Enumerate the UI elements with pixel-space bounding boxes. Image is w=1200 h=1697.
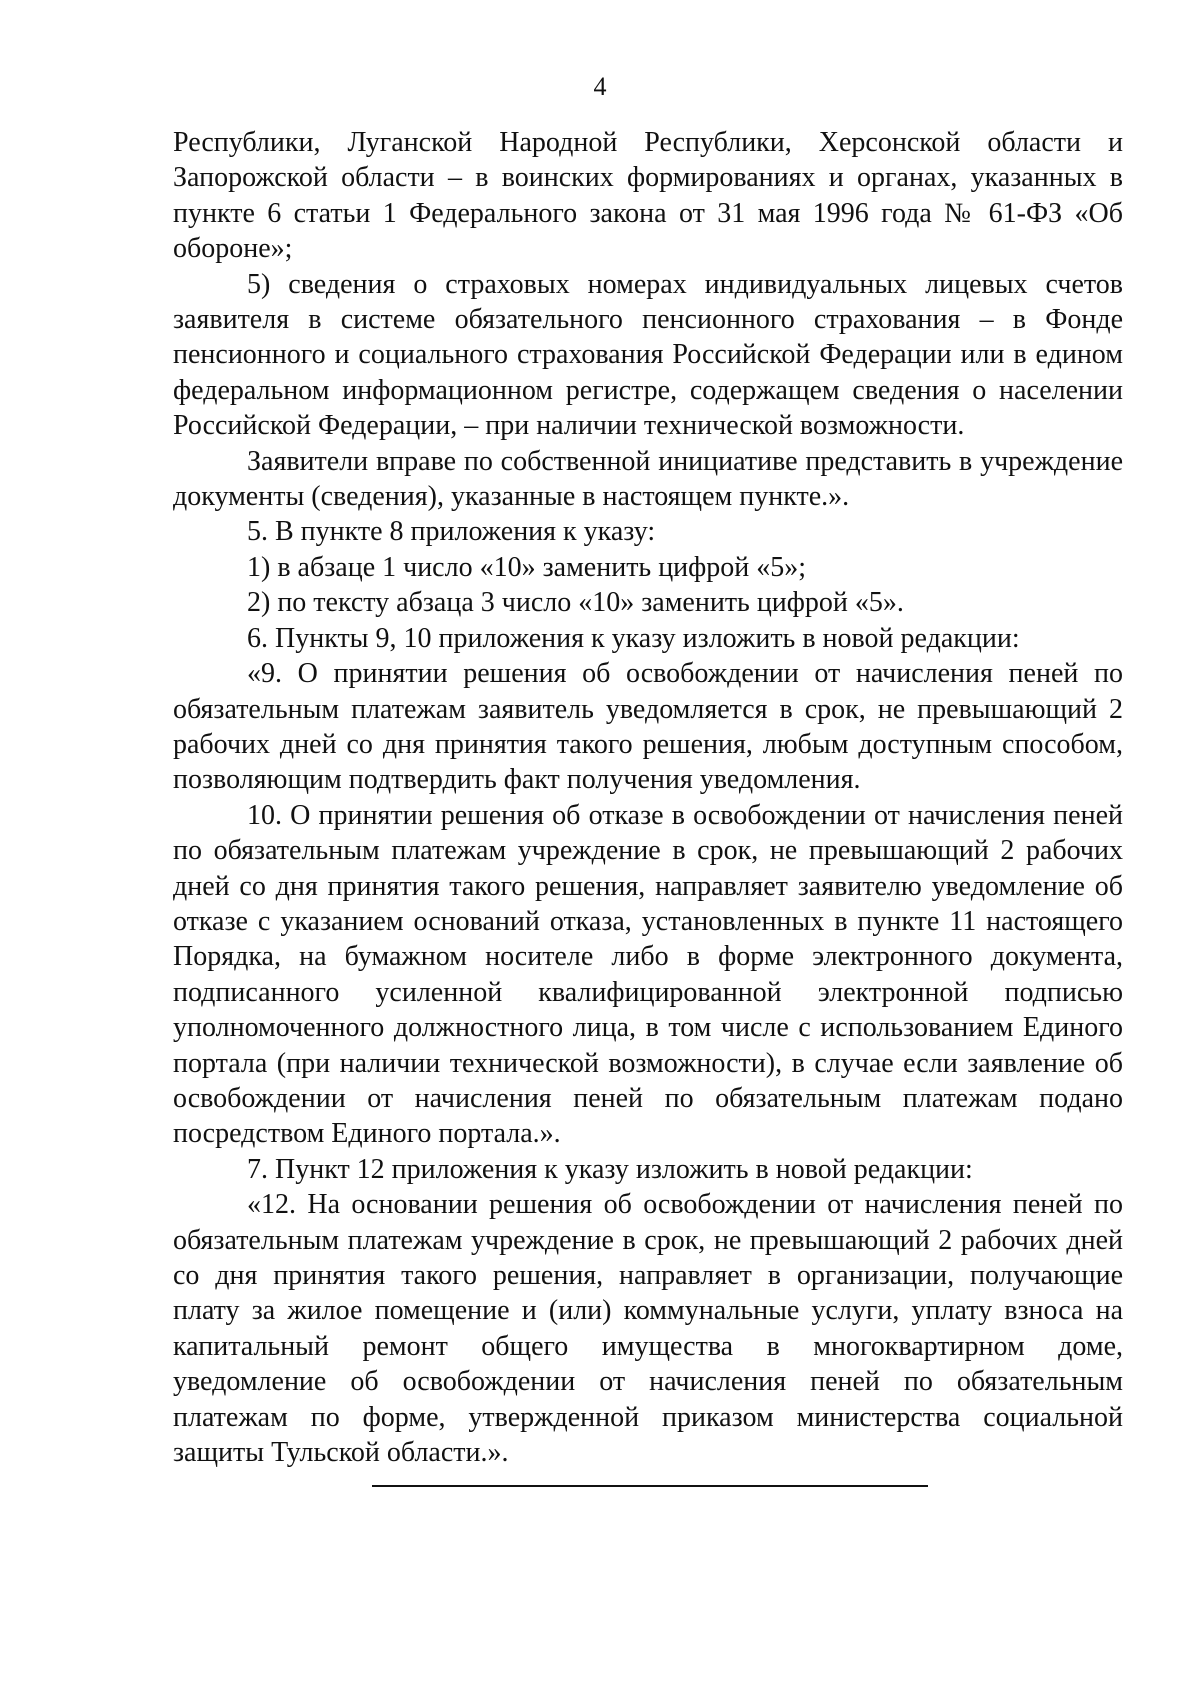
document-body [173, 125, 1123, 1470]
paragraph-clause-5: 5. В пункте 8 приложения к указу: [247, 516, 656, 548]
end-of-text-rule [372, 1485, 928, 1487]
paragraph-new-point-12: «12. На основании решения об освобождении от начисления пеней по обязательным платежам учреждение в срок, не превышающий 2 рабочих дней со дня принятия такого решения, направляет в организации, получающие плату за жилое помещение и (или) коммунальные услуги, уплату взноса на капитальный ремонт общего имущества в многоквартирном доме, уведомление об освобождении от начисления пеней по обязательным платежам по форме, утвержденной приказом министерства социальной защиты Тульской области.». [173, 1189, 1123, 1469]
paragraph-continuation: Республики, Луганской Народной Республики, Херсонской области и Запорожской области – в воинских формированиях и органах, указанных в пункте 6 статьи 1 Федерального закона от 31 мая 1996 года № 61-ФЗ «Об обороне»; [173, 127, 1123, 265]
paragraph-new-point-9: «9. О принятии решения об освобождении от начисления пеней по обязательным платежам заявитель уведомляется в срок, не превышающий 2 рабочих дней со дня принятия такого решения, любым доступным способом, позволяющим подтвердить факт получения уведомления. [173, 658, 1123, 796]
paragraph-item-5-snils: 5) сведения о страховых номерах индивидуальных лицевых счетов заявителя в системе обязательного пенсионного страхования – в Фонде пенсионного и социального страхования Российской Федерации или в едином федеральном информационном регистре, содержащем сведения о населении Российской Федерации, – при наличии технической возможности. [173, 268, 1123, 442]
paragraph-applicants-right: Заявители вправе по собственной инициативе представить в учреждение документы (сведения), указанные в настоящем пункте.». [173, 445, 1123, 513]
paragraph-clause-5-item-1: 1) в абзаце 1 число «10» заменить цифрой «5»; [247, 551, 807, 583]
paragraph-clause-5-item-2: 2) по тексту абзаца 3 число «10» заменить цифрой «5». [247, 587, 904, 619]
paragraph-clause-7: 7. Пункт 12 приложения к указу изложить в новой редакции: [247, 1153, 973, 1185]
paragraph-clause-6: 6. Пункты 9, 10 приложения к указу изложить в новой редакции: [247, 622, 1020, 654]
paragraph-new-point-10: 10. О принятии решения об отказе в освобождении от начисления пеней по обязательным платежам учреждение в срок, не превышающий 2 рабочих дней со дня принятия такого решения, направляет заявителю уведомление об отказе с указанием оснований отказа, установленных в пункте 11 настоящего Порядка, на бумажном носителе либо в форме электронного документа, подписанного усиленной квалифицированной электронной подписью уполномоченного должностного лица, в том числе с использованием Единого портала (при наличии технической возможности), в случае если заявление об освобождении от начисления пеней по обязательным платежам подано посредством Единого портала.». [173, 799, 1123, 1150]
page-number: 4 [593, 72, 607, 101]
